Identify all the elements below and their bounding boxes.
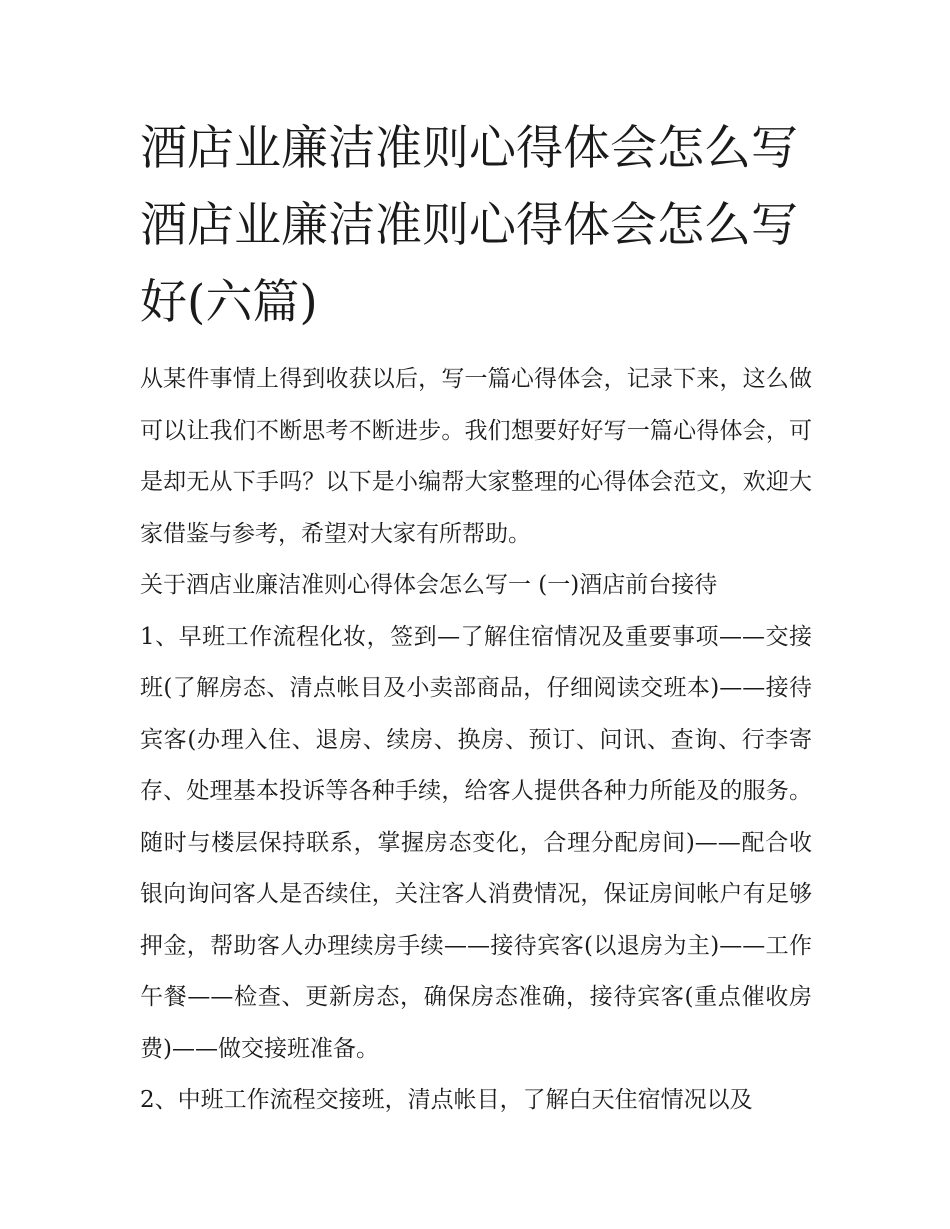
document-title: 酒店业廉洁准则心得体会怎么写 酒店业廉洁准则心得体会怎么写好(六篇) xyxy=(140,121,798,330)
intro-paragraph: 从某件事情上得到收获以后，写一篇心得体会，记录下来，这么做可以让我们不断思考不断进步。我们想要好好写一篇心得体会，可是却无从下手吗？以下是小编帮大家整理的心得体会范文，欢迎大家借鉴与参考，希望对大家有所帮助。 xyxy=(140,366,812,547)
section-heading-paragraph: 关于酒店业廉洁准则心得体会怎么写一 (一)酒店前台接待 xyxy=(140,572,718,598)
middle-shift-paragraph: 2、中班工作流程交接班，清点帐目，了解白天住宿情况以及 xyxy=(140,1087,753,1113)
morning-shift-paragraph: 1、早班工作流程化妆，签到—了解住宿情况及重要事项——交接班(了解房态、清点帐目及小卖部商品，仔细阅读交班本)——接待宾客(办理入住、退房、续房、换房、预订、问讯、查询、行李寄存、处理基本投诉等各种手续，给客人提供各种力所能及的服务。随时与楼层保持联系，掌握房态变化，合理分配房间)——配合收银向询问客人是否续住，关注客人消费情况，保证房间帐户有足够押金，帮助客人办理续房手续——接待宾客(以退房为主)——工作午餐——检查、更新房态，确保房态准确，接待宾客(重点催收房费)——做交接班准备。 xyxy=(140,623,812,1062)
document-body xyxy=(140,354,812,1127)
